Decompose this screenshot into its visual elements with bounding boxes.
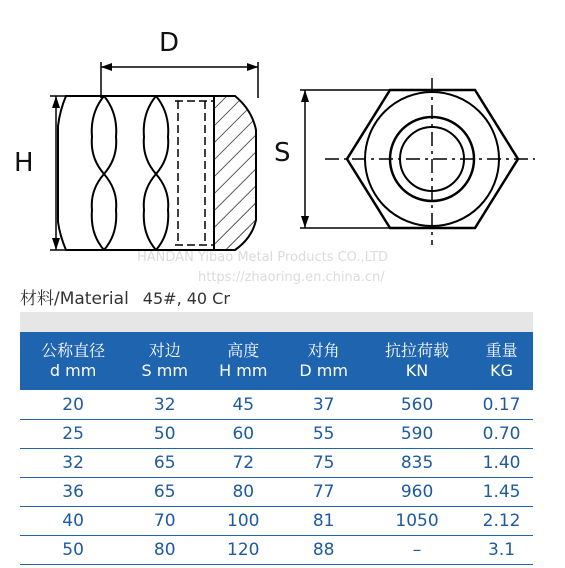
table-cell: 0.17 <box>470 390 533 420</box>
table-cell: 75 <box>283 449 364 478</box>
watermark-company: HANDAN Yibao Metal Products CO.,LTD <box>137 250 389 265</box>
table-cell: 70 <box>126 507 203 536</box>
table-top-band <box>20 312 533 332</box>
dimension-label-h: H <box>14 148 34 178</box>
header-unit: KN <box>405 361 429 380</box>
table-cell: 0.70 <box>470 420 533 449</box>
header-cn: 对角 <box>307 341 340 360</box>
header-nominal-diameter <box>20 332 126 390</box>
hatch-section <box>200 90 270 260</box>
table-cell: 32 <box>126 390 203 420</box>
table-cell: 1.40 <box>470 449 533 478</box>
table-cell: 55 <box>283 420 364 449</box>
table-cell: 100 <box>203 507 283 536</box>
table-cell: – <box>364 536 470 565</box>
header-unit: S mm <box>141 361 188 380</box>
header-weight <box>470 332 533 390</box>
table-cell: 80 <box>203 478 283 507</box>
header-unit: H mm <box>219 361 268 380</box>
table-cell: 32 <box>20 449 126 478</box>
end-view <box>300 78 535 245</box>
table-cell: 77 <box>283 478 364 507</box>
table-cell: 80 <box>126 536 203 565</box>
header-unit: d mm <box>49 361 97 380</box>
dimension-label-s: S <box>274 138 291 168</box>
table-cell: 60 <box>203 420 283 449</box>
header-unit: D mm <box>299 361 348 380</box>
table-cell: 120 <box>203 536 283 565</box>
table-cell: 25 <box>20 420 126 449</box>
table-cell: 50 <box>126 420 203 449</box>
material-label: 材料/Material <box>20 289 129 309</box>
table-row <box>20 420 533 449</box>
table-cell: 2.12 <box>470 507 533 536</box>
table-header-row <box>20 332 533 390</box>
header-height <box>203 332 283 390</box>
header-cn: 重量 <box>485 341 518 360</box>
table-cell: 45 <box>203 390 283 420</box>
table-cell: 36 <box>20 478 126 507</box>
watermark-url: https://zhaoring.en.china.cn/ <box>198 270 385 285</box>
table-cell: 1.45 <box>470 478 533 507</box>
table-cell: 835 <box>364 449 470 478</box>
material-value: 45#, 40 Cr <box>142 289 230 308</box>
header-cn: 对边 <box>148 341 181 360</box>
table-row <box>20 478 533 507</box>
table-row <box>20 390 533 420</box>
table-cell: 20 <box>20 390 126 420</box>
table-row <box>20 449 533 478</box>
table-cell: 65 <box>126 478 203 507</box>
header-cn: 高度 <box>227 341 260 360</box>
table-cell: 560 <box>364 390 470 420</box>
header-unit: KG <box>490 361 514 380</box>
table-cell: 960 <box>364 478 470 507</box>
table-cell: 37 <box>283 390 364 420</box>
table-row <box>20 536 533 565</box>
table-cell: 40 <box>20 507 126 536</box>
header-cn: 抗拉荷载 <box>385 341 450 360</box>
table-row <box>20 507 533 536</box>
header-across-corners <box>283 332 364 390</box>
dimension-label-d: D <box>159 28 180 58</box>
table-cell: 65 <box>126 449 203 478</box>
header-tensile-load <box>364 332 470 390</box>
table-cell: 50 <box>20 536 126 565</box>
table-cell: 1050 <box>364 507 470 536</box>
table-cell: 72 <box>203 449 283 478</box>
table-cell: 3.1 <box>470 536 533 565</box>
table-cell: 81 <box>283 507 364 536</box>
header-cn: 公称直径 <box>41 341 106 360</box>
header-across-flats <box>126 332 203 390</box>
table-cell: 590 <box>364 420 470 449</box>
spec-table <box>20 332 533 565</box>
table-cell: 88 <box>283 536 364 565</box>
material-line <box>20 284 230 309</box>
